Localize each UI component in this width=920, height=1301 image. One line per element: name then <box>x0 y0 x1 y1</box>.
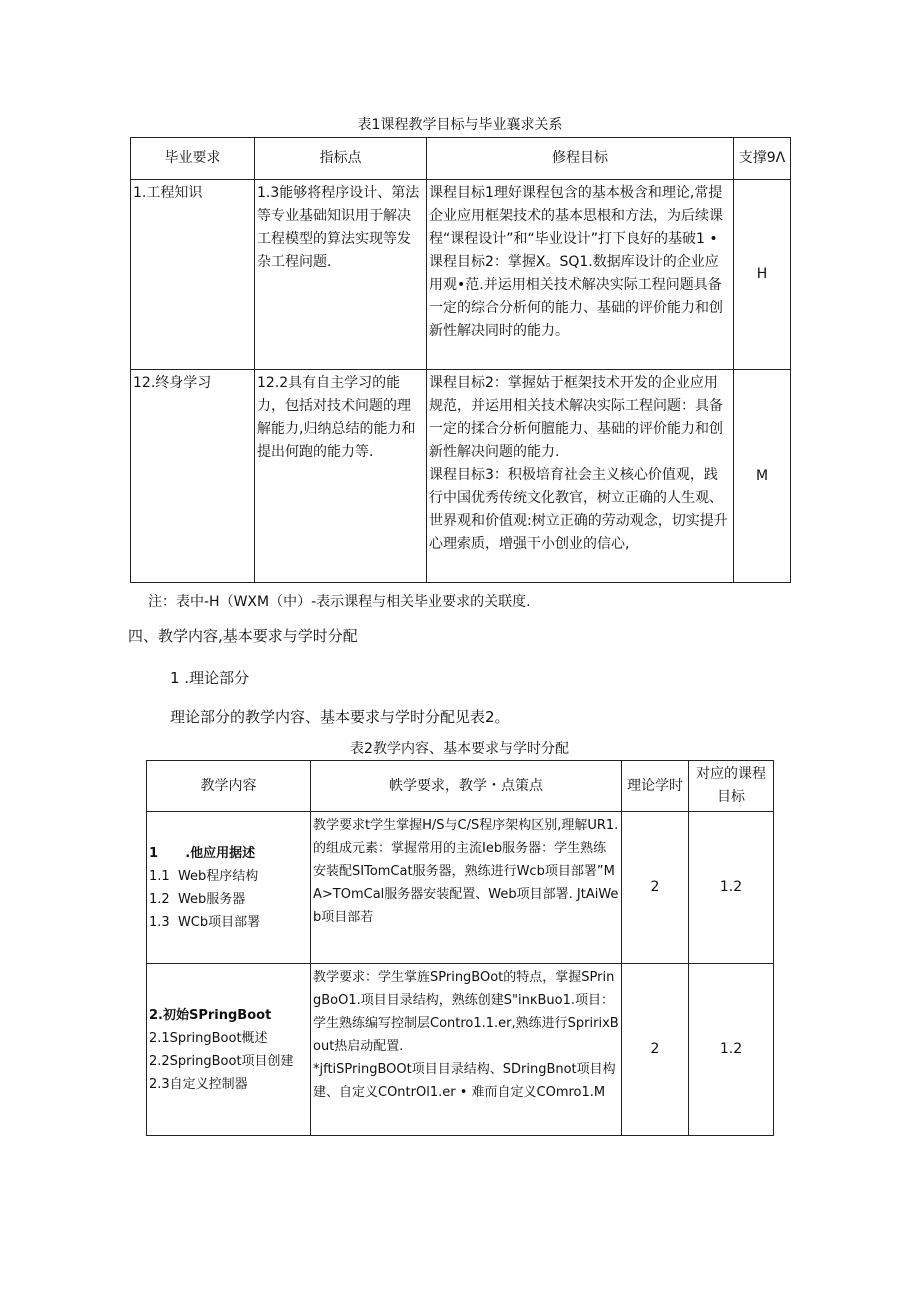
table-row <box>131 370 791 583</box>
table2-hours: 2 <box>622 964 689 1136</box>
table2-goals: 1.2 <box>689 964 774 1136</box>
table2-header-row <box>147 761 774 812</box>
table2-content-item: 1.1 Web程序结构 <box>149 868 259 884</box>
table2-content-cell <box>147 964 311 1136</box>
table1-indicator: 12.2具有自主学习的能力，包括对技术问题的理解能力,归纳总结的能力和提出何跑的能力等. <box>255 370 427 583</box>
table2-content-title: 1 .他应用据述 <box>149 845 256 861</box>
table1-requirement: 1.工程知识 <box>131 180 255 370</box>
subsection-title: 1 .理论部分 <box>170 669 250 687</box>
table1-goal: 课程目标1理好课程包含的基本极含和理论,常提企业应用框架技术的基本思根和方法，为后续课程“课程设计”和“毕业设计”打下良好的基破1 • 课程目标2：掌握X。SQ1.数据库设计的企业应用观•范.并运用相关技术解决实际工程问题具备一定的综合分析何的能力、基础的评价能力和创新性解决同时的能力。 <box>427 180 734 370</box>
table2-content-item: 2.1SpringBoot概述 <box>149 1030 268 1046</box>
table2-hours: 2 <box>622 812 689 964</box>
table1-support: M <box>734 370 791 583</box>
table-row <box>131 180 791 370</box>
table-row <box>147 964 774 1136</box>
table1-note: 注：表中-H（WXM（中）-表示课程与相关毕业要求的关联度. <box>148 594 531 610</box>
table-row <box>147 812 774 964</box>
paragraph: 理论部分的教学内容、基本要求与学时分配见表2。 <box>170 708 510 726</box>
table1 <box>130 137 791 583</box>
table1-support: H <box>734 180 791 370</box>
table1-header-cell: 指标点 <box>255 138 427 180</box>
table1-header-cell: 修程目标 <box>427 138 734 180</box>
table2-content-item: 1.3 WCb项目部署 <box>149 914 261 930</box>
table1-indicator: 1.3能够将程序设计、第法等专业基础知识用于解决工程模型的算法实现等发杂工程问题. <box>255 180 427 370</box>
table2-content-cell <box>147 812 311 964</box>
section-title: 四、教学内容,基本要求与学时分配 <box>128 627 358 645</box>
table2 <box>146 760 774 1136</box>
table2-header-cell: 帙学要求，教学・点策点 <box>311 761 622 812</box>
table1-header-cell: 毕业要求 <box>131 138 255 180</box>
table1-header-row <box>131 138 791 180</box>
table2-header-cell: 对应的课程目标 <box>689 761 774 812</box>
table2-content-item: 1.2 Web服务器 <box>149 891 246 907</box>
table2-content-title: 2.初始SPringBoot <box>149 1007 272 1023</box>
table2-content-item: 2.3自定义控制器 <box>149 1076 248 1092</box>
table1-caption: 表1课程教学目标与毕业襄求关系 <box>357 117 563 133</box>
table1-requirement: 12.终身学习 <box>131 370 255 583</box>
table2-content-item: 2.2SpringBoot项目创建 <box>149 1053 294 1069</box>
table2-header-cell: 理论学时 <box>622 761 689 812</box>
table2-requirements: 教学要求：学生掌旌SPringBOot的特点，掌握SPringBoO1.项目目录结构，熟练创建S"inκBuo1.项目：学生熟练编写控制层Contro1.1.er,熟练进行SpririxBout热启动配置. *jftiSPringBOOt项目目录结构、SDringBnot项目构建、自定义COntrOl1.er • 难而自定义COmro1.M <box>311 964 622 1136</box>
table1-goal: 课程目标2：掌握姑于框架技术开发的企业应用规范，并运用相关技术解决实际工程问题：具备一定的揉合分析何膻能力、基础的评价能力和创新性解决问题的能力. 课程目标3：积极培育社会主义核心价值观，践行中国优秀传统文化教官，树立正确的人生观、世界观和价值观:树立正确的劳动观念，切实提升心理索质，增强干小创业的信心, <box>427 370 734 583</box>
table2-header-cell: 教学内容 <box>147 761 311 812</box>
table1-header-cell: 支撑9Λ <box>734 138 791 180</box>
table2-goals: 1.2 <box>689 812 774 964</box>
table2-caption: 表2教学内容、基本要求与学时分配 <box>350 741 569 757</box>
table2-requirements: 教学要求t学生掌握H/S与C/S程序架构区别,理解UR1.的组成元素：掌握常用的主流Ieb服务器：学生熟练安装配SITomCat服务器，熟练进行Wcb项目部署”MA>TOmCal服务器安装配置、Web项目部署. JtAiWeb项目部若 <box>311 812 622 964</box>
